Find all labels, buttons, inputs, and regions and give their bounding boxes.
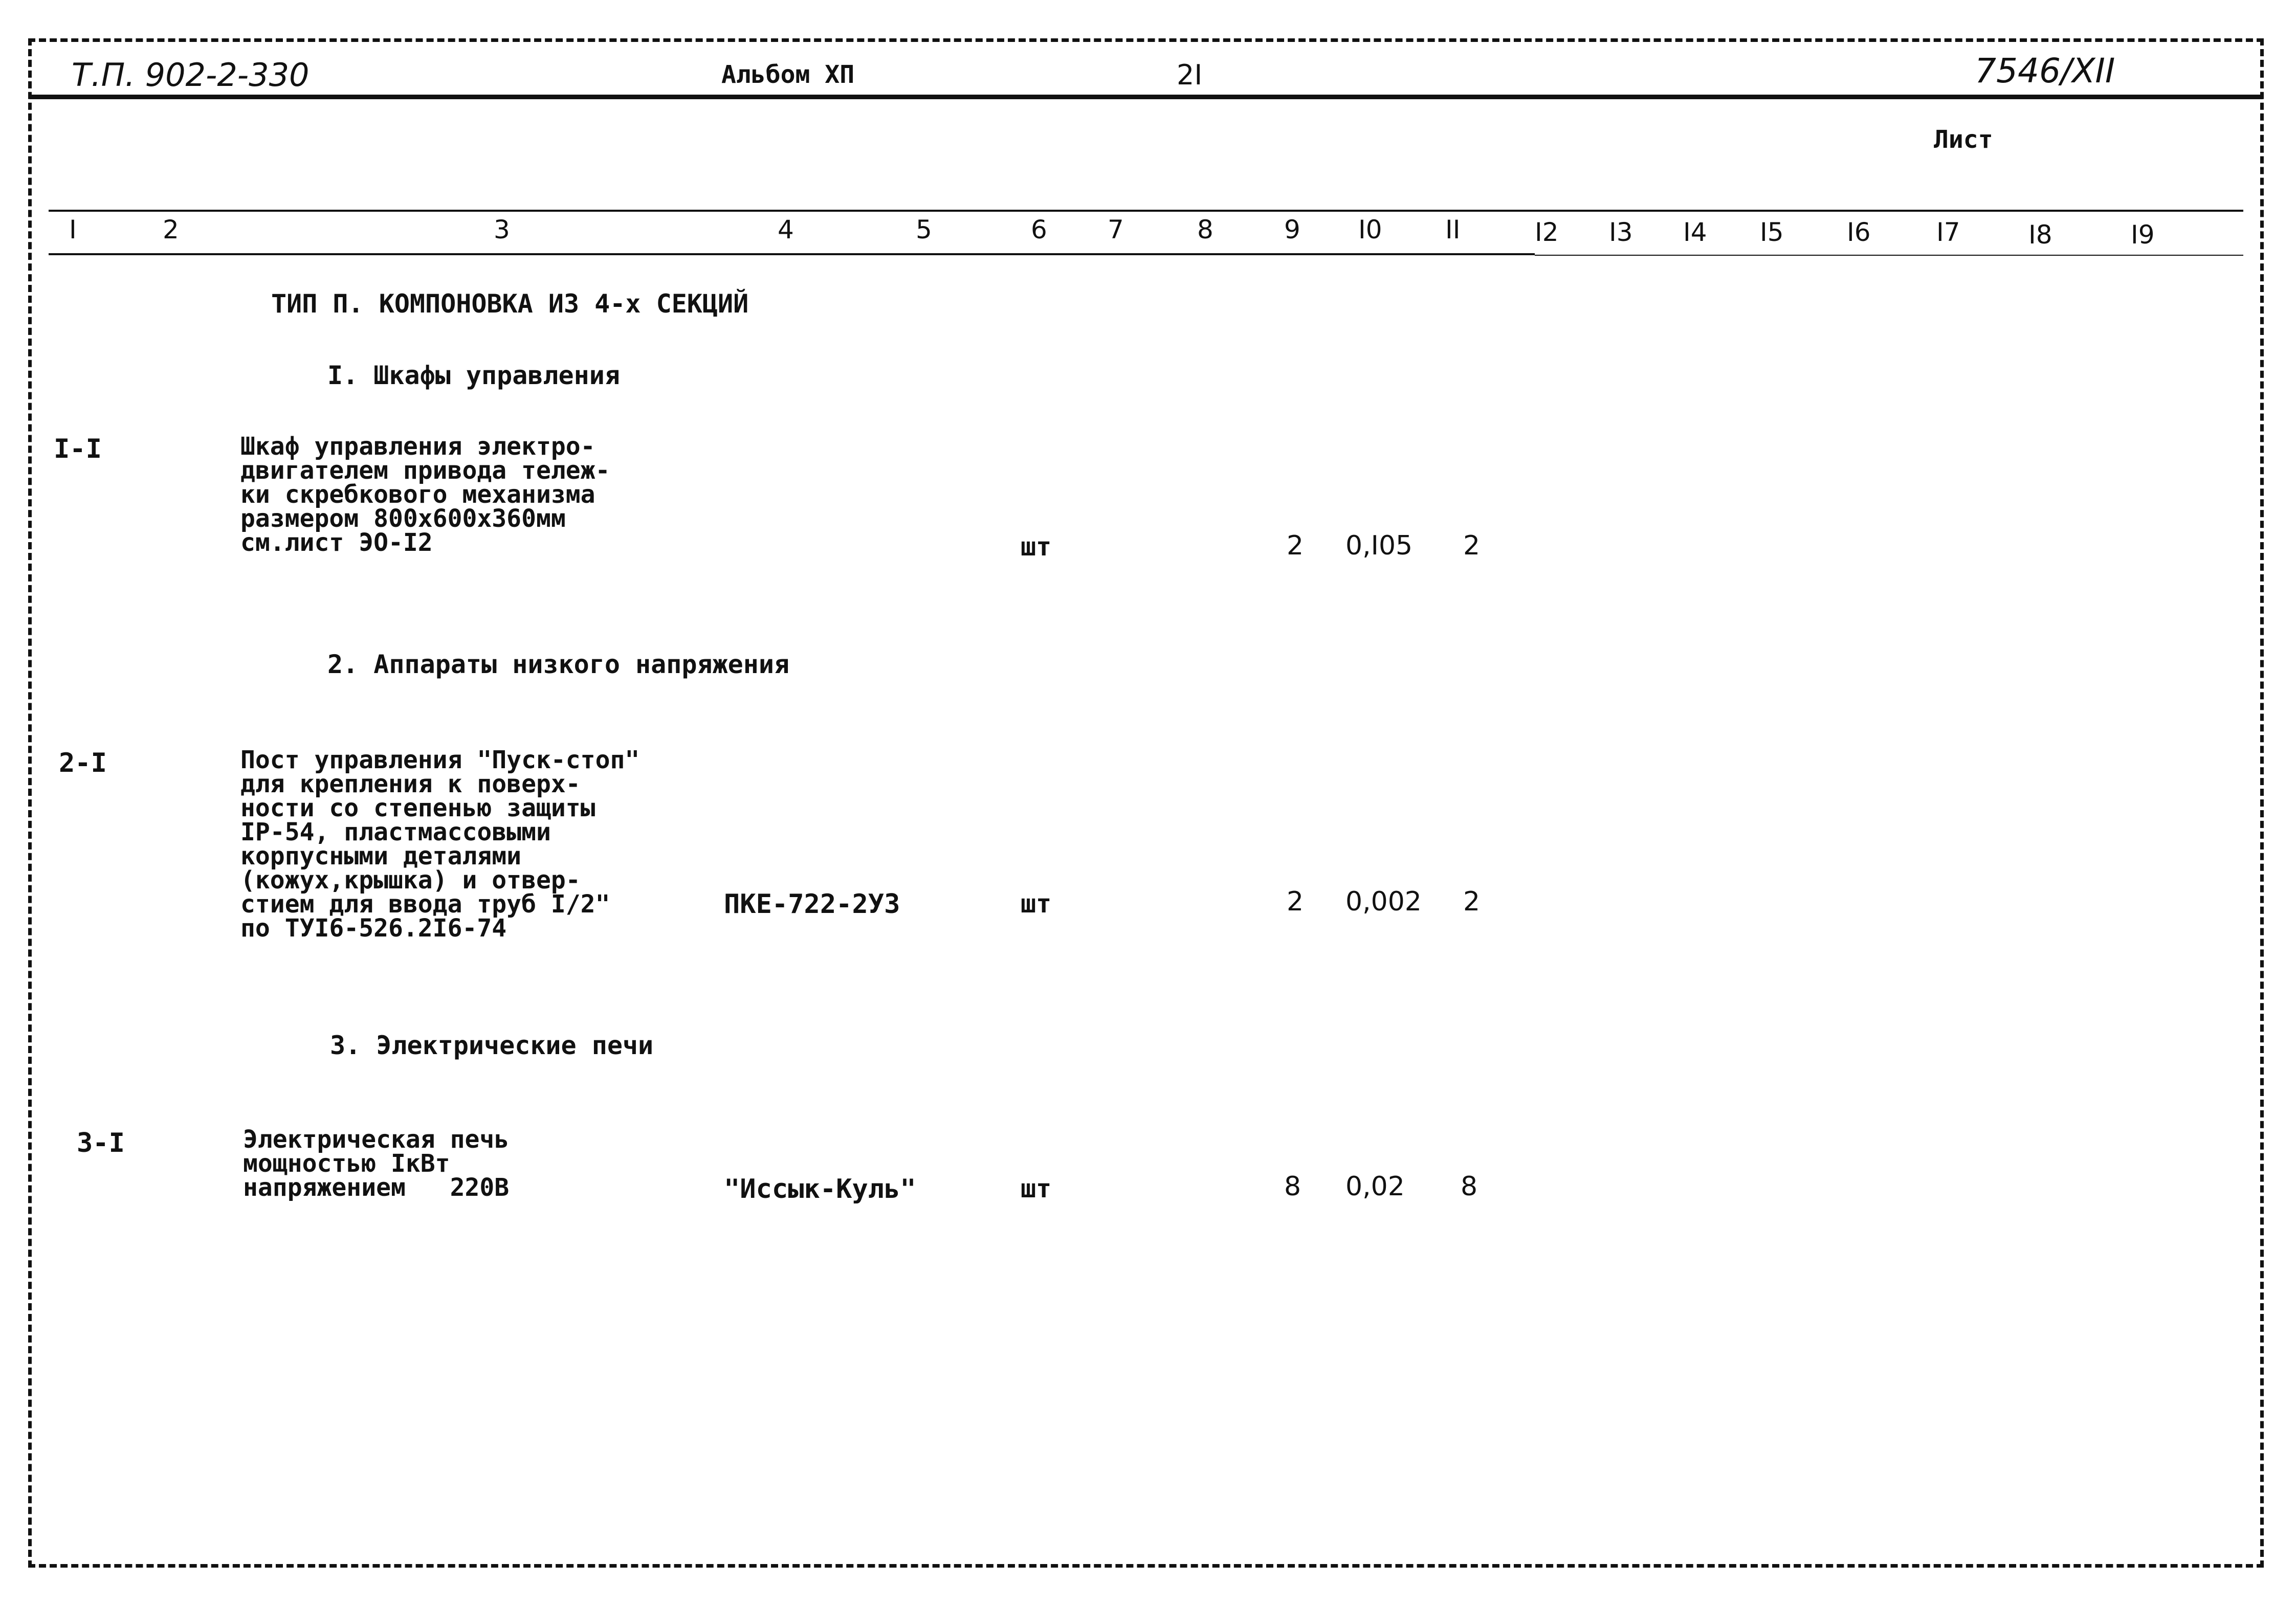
album-label: Альбом XП — [721, 60, 855, 89]
item-description: Шкаф управления электро- двигателем привода тележ- ки скребкового механизма размером 800х600х360мм см.лист ЭО-I2 — [240, 432, 610, 557]
column-number: 3 — [494, 215, 510, 244]
column-number: I6 — [1847, 217, 1871, 247]
item-description: Электрическая печь мощностью IкВт напряжением 220В — [243, 1125, 510, 1202]
total-cell: 2 — [1463, 886, 1481, 917]
unit-cell: шт — [1021, 1174, 1052, 1203]
column-header-top-line — [49, 210, 2243, 212]
column-number: I5 — [1760, 217, 1784, 247]
section-heading: 3. Электрические печи — [330, 1031, 654, 1060]
mass-cell: 0,02 — [1345, 1171, 1405, 1202]
column-number: 5 — [916, 215, 932, 244]
position-number: 2-I — [59, 748, 107, 778]
quantity-cell: 8 — [1284, 1171, 1301, 1202]
header-divider — [30, 95, 2263, 99]
type-cell: ПКЕ-722-2УЗ — [724, 889, 900, 920]
column-number: I7 — [1936, 217, 1960, 247]
column-number: 4 — [778, 215, 794, 244]
document-title: ТИП П. КОМПОНОВКА ИЗ 4-х СЕКЦИЙ — [271, 289, 749, 319]
column-number: I2 — [1535, 217, 1559, 247]
type-cell: "Иссык-Куль" — [724, 1174, 916, 1204]
doc-code: Т.П. 902-2-330 — [72, 56, 310, 94]
column-header-bottom-line-right — [1535, 255, 2243, 256]
column-number: 8 — [1197, 215, 1213, 244]
section-heading: 2. Аппараты низкого напряжения — [327, 650, 790, 679]
total-cell: 2 — [1463, 530, 1481, 561]
section-heading: I. Шкафы управления — [327, 361, 620, 390]
sheet-label: Лист — [1934, 125, 1993, 154]
column-number: I9 — [2131, 220, 2155, 250]
unit-cell: шт — [1021, 889, 1052, 919]
quantity-cell: 2 — [1287, 530, 1304, 561]
column-number: I4 — [1683, 217, 1707, 247]
inventory-number: 7546/XII — [1975, 51, 2115, 91]
column-number: 6 — [1031, 215, 1047, 244]
mass-cell: 0,002 — [1345, 886, 1422, 917]
position-number: I-I — [54, 434, 102, 464]
page-number: 2I — [1177, 59, 1203, 91]
column-number: 7 — [1108, 215, 1124, 244]
unit-cell: шт — [1021, 532, 1052, 562]
total-cell: 8 — [1461, 1171, 1478, 1202]
mass-cell: 0,I05 — [1345, 530, 1413, 561]
column-number: I — [69, 215, 77, 244]
column-number: I8 — [2028, 220, 2052, 250]
position-number: 3-I — [77, 1128, 125, 1158]
column-number: 2 — [163, 215, 179, 244]
quantity-cell: 2 — [1287, 886, 1304, 917]
column-number: II — [1445, 215, 1461, 244]
column-number: I0 — [1358, 215, 1382, 244]
column-header-bottom-line — [49, 253, 1535, 255]
column-number: I3 — [1609, 217, 1633, 247]
item-description: Пост управления "Пуск-стоп" для крепления к поверх- ности со степенью защиты IP-54, пластмассовыми корпусными деталями (кожух,крышка) и отвер- стием для ввода труб I/2" по ТУI6-526.2I6-74 — [240, 746, 640, 943]
column-number: 9 — [1284, 215, 1300, 244]
